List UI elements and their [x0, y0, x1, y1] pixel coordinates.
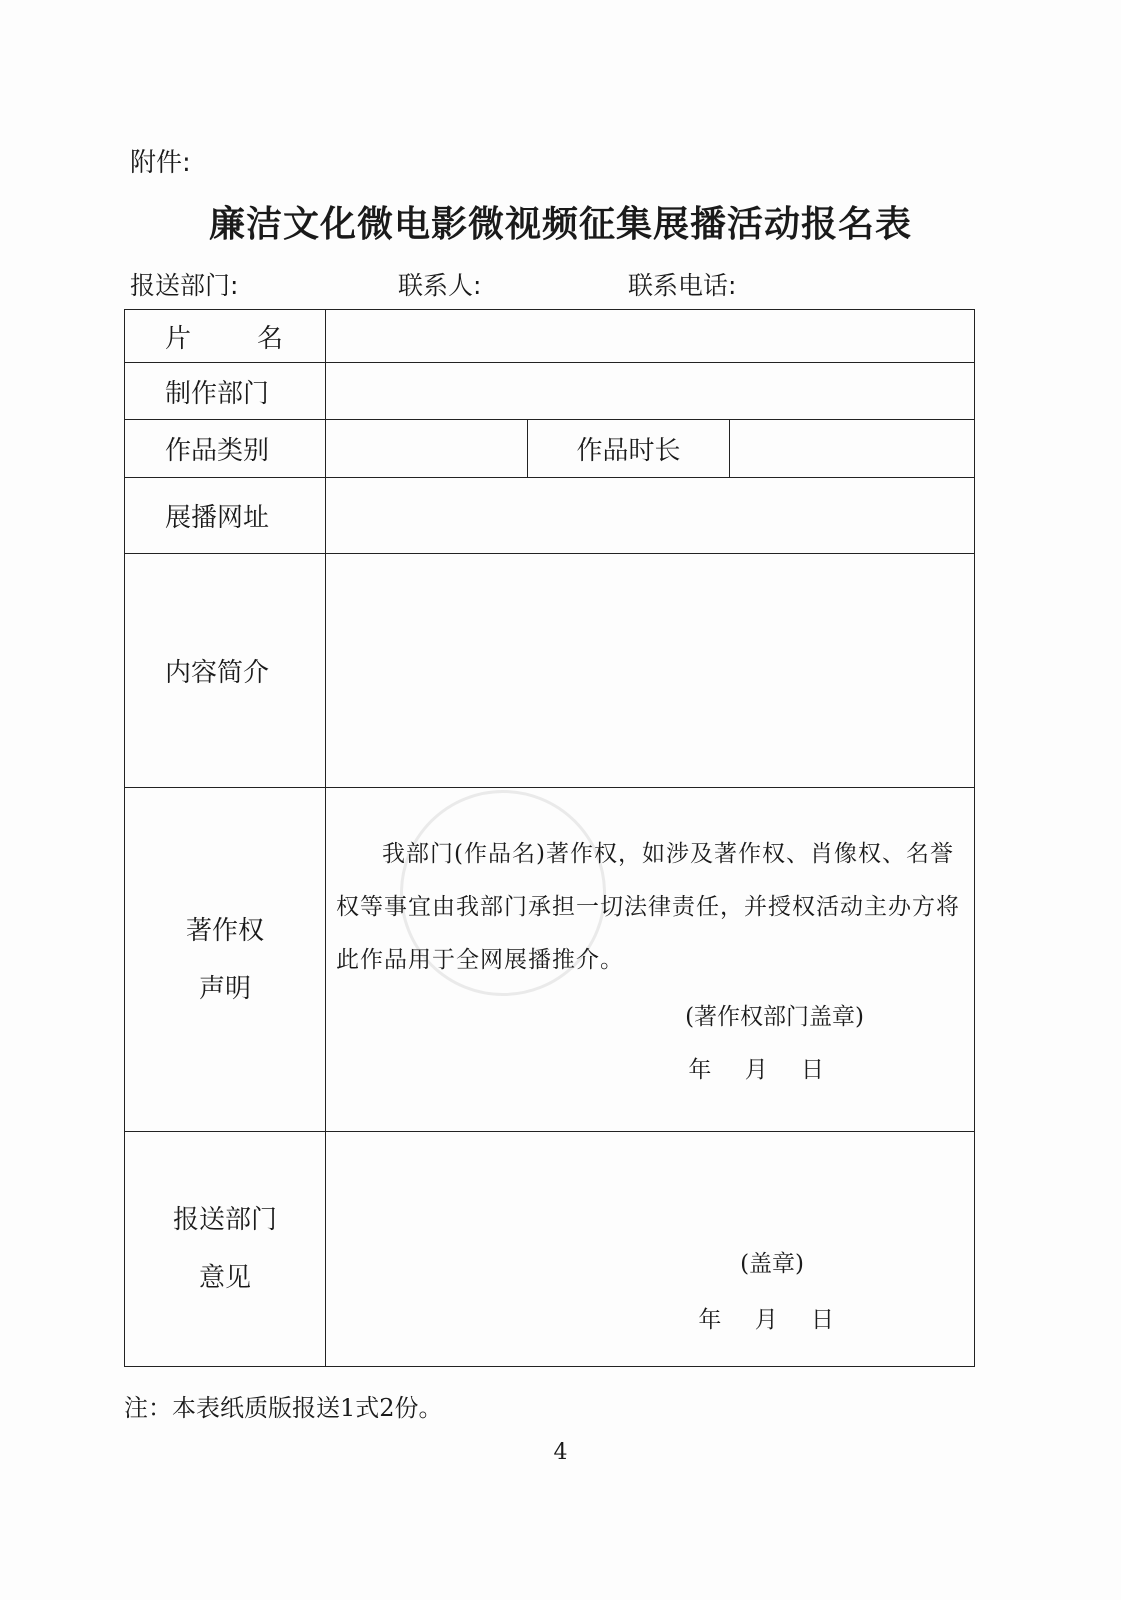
url-field[interactable]	[326, 478, 975, 554]
producer-label: 制作部门	[125, 363, 326, 420]
copyright-label-line2: 声明	[198, 973, 251, 1004]
category-label: 作品类别	[125, 420, 326, 478]
form-title: 廉洁文化微电影微视频征集展播活动报名表	[208, 203, 912, 245]
row-copyright	[125, 788, 975, 1132]
registration-table	[124, 309, 975, 1367]
copyright-text: 我部门(作品名)著作权，如涉及著作权、肖像权、名誉权等事宜由我部门承担一切法律责任，并授权活动主办方将此作品用于全网展播推介。	[336, 841, 960, 973]
row-film-name	[125, 310, 975, 363]
opinion-label	[125, 1132, 326, 1367]
copyright-label-line1: 著作权	[185, 915, 264, 946]
row-category	[125, 420, 975, 478]
opinion-label-line1: 报送部门	[172, 1205, 277, 1235]
phone-label: 联系电话:	[628, 271, 737, 300]
copyright-date: 年 月 日	[688, 1057, 825, 1083]
film-name-char-1: 片	[165, 323, 192, 354]
opinion-label-line2: 意见	[198, 1263, 251, 1293]
attachment-label: 附件:	[130, 148, 191, 178]
copyright-label	[125, 788, 326, 1132]
row-summary	[125, 554, 975, 788]
opinion-field[interactable]	[326, 1132, 975, 1367]
summary-label: 内容简介	[125, 554, 326, 788]
duration-label: 作品时长	[528, 420, 730, 478]
copyright-statement	[326, 788, 975, 1132]
contact-label: 联系人:	[398, 271, 482, 300]
category-field[interactable]	[326, 420, 528, 478]
footnote: 注：本表纸质版报送1式2份。	[124, 1394, 443, 1422]
row-opinion	[125, 1132, 975, 1367]
duration-field[interactable]	[730, 420, 975, 478]
row-url	[125, 478, 975, 554]
film-name-field[interactable]	[326, 310, 975, 363]
row-producer	[125, 363, 975, 420]
page-number: 4	[553, 1440, 568, 1465]
producer-field[interactable]	[326, 363, 975, 420]
film-name-label	[125, 310, 326, 363]
summary-field[interactable]	[326, 554, 975, 788]
film-name-char-2: 名	[256, 323, 283, 354]
dept-label: 报送部门:	[130, 271, 239, 300]
url-label: 展播网址	[125, 478, 326, 554]
opinion-date: 年 月 日	[698, 1307, 835, 1333]
opinion-stamp-note: (盖章)	[740, 1251, 805, 1277]
copyright-stamp-note: (著作权部门盖章)	[685, 1004, 865, 1030]
